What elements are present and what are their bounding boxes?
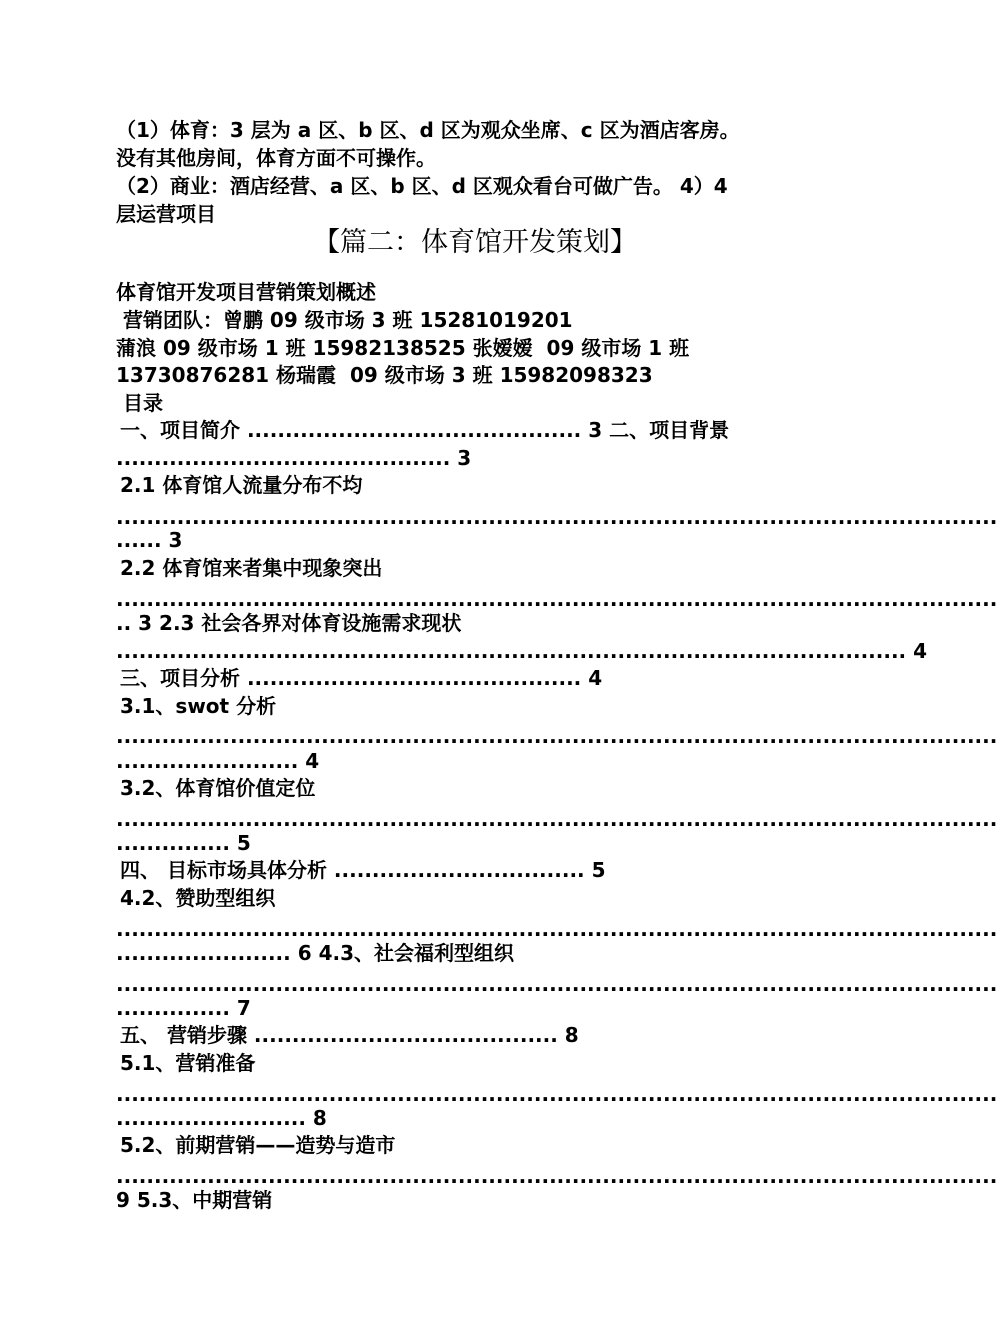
intro-line-1: （1）体育：3 层为 a 区、b 区、d 区为观众坐席、c 区为酒店客房。 (116, 118, 740, 142)
toc-entry: ............... 7 (116, 996, 251, 1020)
toc-entry: .. 3 2.3 社会各界对体育设施需求现状 (116, 611, 462, 635)
toc-leader: .................................................................................................................... (116, 972, 997, 996)
intro-line-4: 层运营项目 (116, 202, 216, 226)
toc-entry: 一、项目简介 ............................................ 3 二、项目背景 (120, 418, 730, 442)
intro-line-2: 没有其他房间，体育方面不可操作。 (116, 146, 436, 170)
toc-entry: 五、 营销步骤 ........................................ 8 (120, 1023, 579, 1047)
toc-leader: .................................................................................................................... (116, 807, 997, 831)
toc-entry: 三、项目分析 ............................................ 4 (120, 666, 603, 690)
toc-leader: .................................................................................................................... (116, 1164, 997, 1188)
team-line-2: 蒲浪 09 级市场 1 班 15982138525 张嫒嫒 09 级市场 1 班 (116, 336, 690, 360)
toc-entry: ............................................ 3 (116, 446, 472, 470)
toc-entry: ....................... 6 4.3、社会福利型组织 (116, 941, 515, 965)
intro-line-3: （2）商业：酒店经营、a 区、b 区、d 区观众看台可做广告。 4）4 (116, 174, 728, 198)
toc-entry: ...... 3 (116, 528, 183, 552)
toc-leader: .................................................................................................................... (116, 587, 997, 611)
toc-entry: 2.1 体育馆人流量分布不均 (120, 473, 363, 497)
toc-entry: 3.2、体育馆价值定位 (120, 776, 316, 800)
toc-entry: ........................ 4 (116, 749, 320, 773)
toc-entry: 9 5.3、中期营销 (116, 1188, 273, 1212)
toc-leader: .................................................................................................................... (116, 1082, 997, 1106)
toc-entry: 3.1、swot 分析 (120, 694, 277, 718)
toc-entry: 4.2、赞助型组织 (120, 886, 276, 910)
toc-leader: .................................................................................................................... (116, 724, 997, 748)
toc-entry: ......................... 8 (116, 1106, 327, 1130)
toc-entry: 四、 目标市场具体分析 ................................. 5 (120, 858, 606, 882)
toc-entry: 5.1、营销准备 (120, 1051, 256, 1075)
toc-entry: 2.2 体育馆来者集中现象突出 (120, 556, 383, 580)
team-line-1: 营销团队：曾鹏 09 级市场 3 班 15281019201 (116, 308, 573, 332)
doc-title: 体育馆开发项目营销策划概述 (116, 280, 376, 304)
toc-entry: ........................................................................................................ 4 (116, 639, 928, 663)
toc-leader: .................................................................................................................... (116, 505, 997, 529)
team-line-3: 13730876281 杨瑞霞 09 级市场 3 班 15982098323 (116, 363, 653, 387)
toc-label: 目录 (116, 391, 163, 415)
section-title: 【篇二：体育馆开发策划】 (313, 227, 637, 258)
toc-entry: ............... 5 (116, 831, 251, 855)
toc-leader: .................................................................................................................... (116, 917, 997, 941)
toc-entry: 5.2、前期营销——造势与造市 (120, 1133, 396, 1157)
